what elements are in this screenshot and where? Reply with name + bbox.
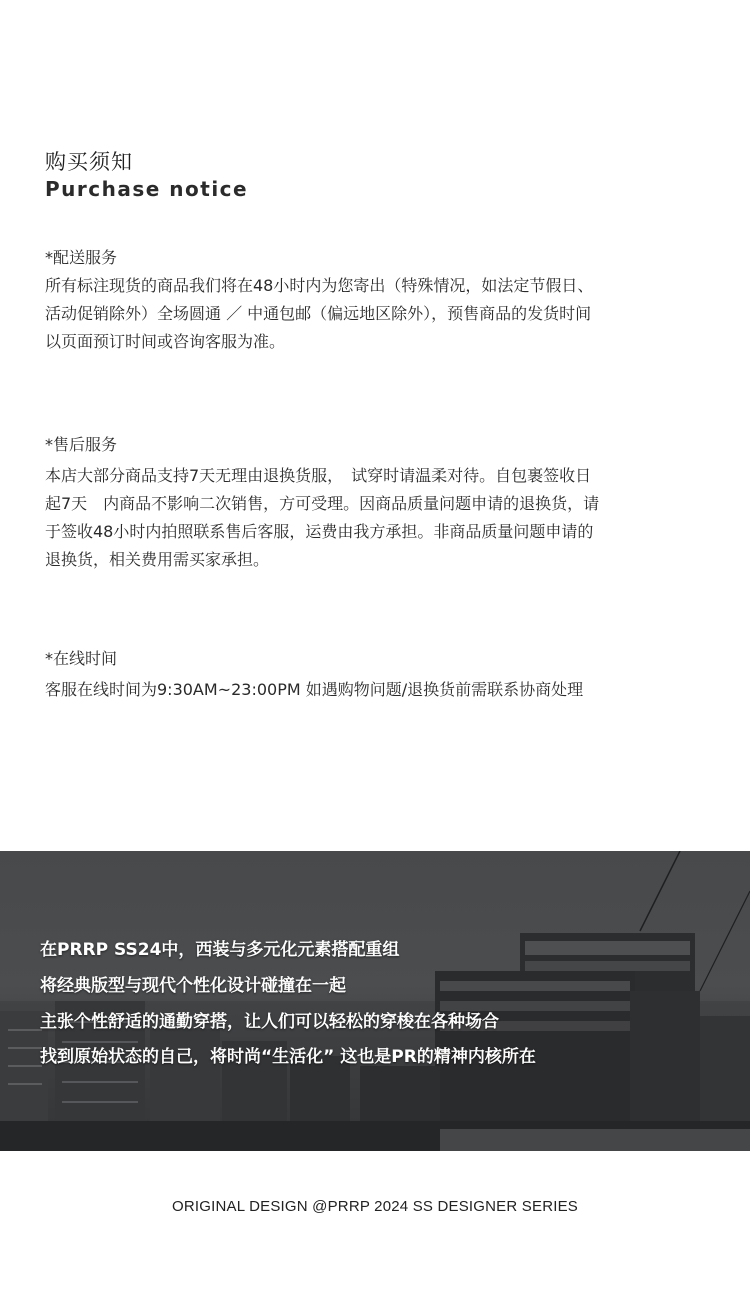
delivery-section-title: *配送服务 [45,248,118,267]
delivery-line: 活动促销除外）全场圆通 ／ 中通包邮（偏远地区除外），预售商品的发货时间 [45,304,592,323]
banner-caption-line: 找到原始状态的自己，将时尚“生活化” 这也是PR的精神内核所在 [40,1047,536,1067]
online-hours-section-body [45,676,709,704]
notice-title-en: Purchase notice [45,177,249,201]
city-skyline-image [0,851,750,1151]
banner-caption-line: 将经典版型与现代个性化设计碰撞在一起 [40,976,346,996]
notice-title-cn: 购买须知 [45,150,133,174]
delivery-line: 以页面预订时间或咨询客服为准。 [45,332,286,351]
after-sales-section-title: *售后服务 [45,435,118,454]
online-hours-line: 客服在线时间为9:30AM~23:00PM 如遇购物问题/退换货前需联系协商处理 [45,680,584,699]
banner-caption-line: 主张个性舒适的通勤穿搭，让人们可以轻松的穿梭在各种场合 [40,1012,499,1032]
footer-brand-line: ORIGINAL DESIGN @PRRP 2024 SS DESIGNER SERIES [171,1198,579,1215]
delivery-line: 所有标注现货的商品我们将在48小时内为您寄出（特殊情况，如法定节假日、 [45,276,594,295]
city-skyline-banner [0,851,750,1151]
after-sales-line: 退换货，相关费用需买家承担。 [45,550,270,569]
online-hours-section-title: *在线时间 [45,649,118,668]
after-sales-section-body [45,462,709,574]
after-sales-line: 起7天 内商品不影响二次销售，方可受理。因商品质量问题申请的退换货，请 [45,494,600,513]
delivery-section-body [45,272,709,356]
banner-caption-line: 在PRRP SS24中，西装与多元化元素搭配重组 [40,940,400,960]
after-sales-line: 本店大部分商品支持7天无理由退换货服， 试穿时请温柔对待。自包裹签收日 [45,466,592,485]
after-sales-line: 于签收48小时内拍照联系售后客服，运费由我方承担。非商品质量问题申请的 [45,522,594,541]
